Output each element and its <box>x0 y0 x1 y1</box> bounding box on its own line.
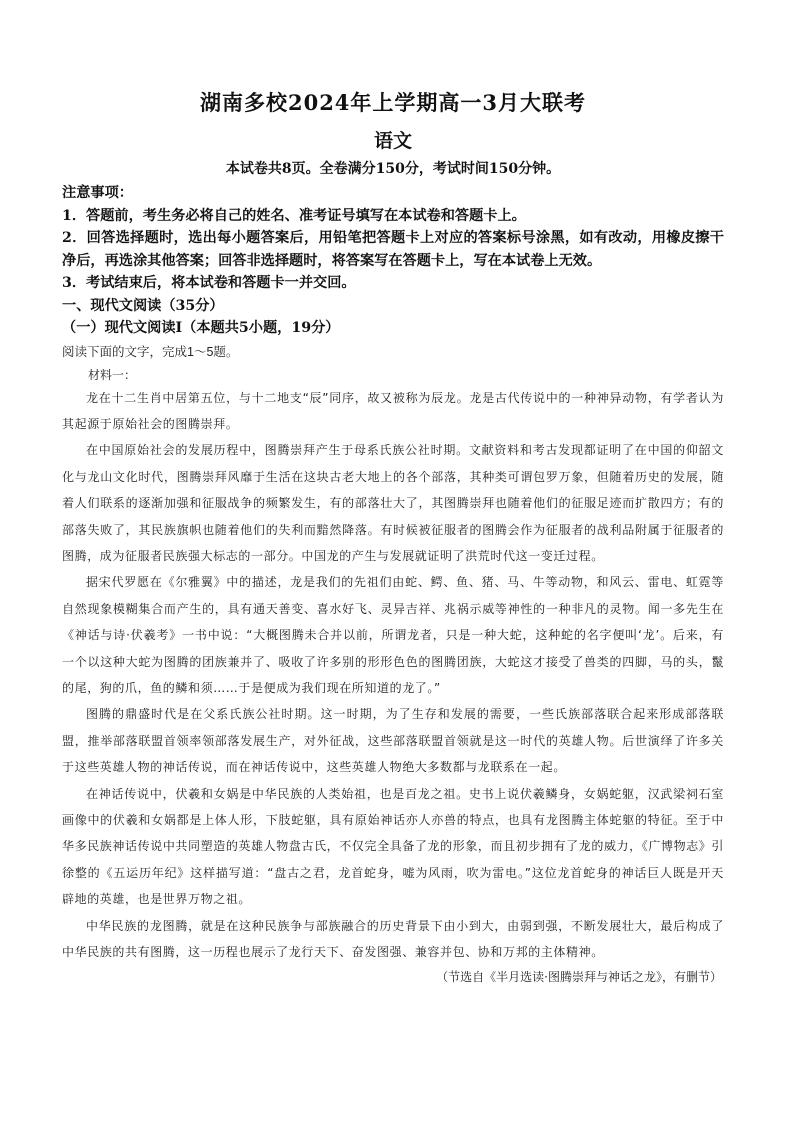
note-item: 1．答题前，考生务必将自己的姓名、准考证号填写在本试卷和答题卡上。 <box>62 207 526 224</box>
subsection-heading: （一）现代文阅读Ⅰ（本题共5小题，19分） <box>62 320 340 336</box>
body-paragraph: 在神话传说中，伏羲和女娲是中华民族的人类始祖，也是百龙之祖。史书上说伏羲鳞身，女娲蛇躯，汉武梁祠石室画像中的伏羲和女娲都是上体人形，下肢蛇躯，具有原始神话亦人亦兽的特点，也具有龙图腾主体蛇躯的特征。至于中华多民族神话传说中共同塑造的英雄人物盘古氏，不仅完全具备了龙的形象，而且初步拥有了龙的威力，《广博物志》引徐整的《五运历年纪》这样描写道：“盘古之君，龙首蛇身，嘘为风雨，吹为雷电。”这位龙首蛇身的神话巨人既是开天辟地的英雄，也是世界万物之祖。 <box>62 786 724 907</box>
body-paragraph: 龙在十二生肖中居第五位，与十二地支“辰”同序，故又被称为辰龙。龙是古代传说中的一种神异动物，有学者认为其起源于原始社会的图腾崇拜。 <box>62 390 724 431</box>
exam-title: 湖南多校2024年上学期高一3月大联考 <box>199 90 587 115</box>
body-paragraph: 在中国原始社会的发展历程中，图腾崇拜产生于母系氏族公社时期。文献资料和考古发现都证明了在中国的仰韶文化与龙山文化时代，图腾崇拜风靡于生活在这块古老大地上的各个部落，其种类可谓包罗万象，但随着历史的发展，随着人们联系的逐渐加强和征服战争的频繁发生，有的部落壮大了，其图腾崇拜也随着他们的征服足迹而扩散四方；有的部落失败了，其民族旗帜也随着他们的失利而黯然降落。有时候被征服者的图腾会作为征服者的战利品附属于征服者的图腾，成为征服者民族强大标志的一部分。中国龙的产生与发展就证明了洪荒时代这一变迁过程。 <box>62 443 724 563</box>
material-label: 材料一： <box>88 367 137 382</box>
section-heading: 一、现代文阅读（35分） <box>62 297 224 314</box>
source-citation: （节选自《半月选读·图腾崇拜与神话之龙》，有删节） <box>436 970 722 985</box>
notes-label: 注意事项： <box>62 185 133 201</box>
subject-title: 语文 <box>373 130 412 152</box>
body-paragraph: 据宋代罗愿在《尔雅翼》中的描述，龙是我们的先祖们由蛇、鳄、鱼、猪、马、牛等动物，和风云、雷电、虹霓等自然现象模糊集合而产生的，具有通天善变、喜水好飞、灵异吉祥、兆祸示威等神性的一种非凡的灵物。闻一多先生在《神话与诗·伏羲考》一书中说：“大概图腾未合并以前，所谓龙者，只是一种大蛇，这种蛇的名字便叫‘龙’。后来，有一个以这种大蛇为图腾的团族兼并了、吸收了许多别的形形色色的图腾团族，大蛇这才接受了兽类的四脚，马的头，鬣的尾，狗的爪，鱼的鳞和须……于是便成为我们现在所知道的龙了。” <box>62 575 724 695</box>
note-item: 2．回答选择题时，选出每小题答案后，用铅笔把答题卡上对应的答案标号涂黑，如有改动，用橡皮擦干净后，再选涂其他答案；回答非选择题时，将答案写在答题卡上，写在本试卷上无效。 <box>62 230 724 269</box>
note-item: 3．考试结束后，将本试卷和答题卡一并交回。 <box>62 275 356 291</box>
exam-meta: 本试卷共8页。全卷满分150分，考试时间150分钟。 <box>225 161 561 177</box>
body-paragraph: 图腾的鼎盛时代是在父系氏族公社时期。这一时期，为了生存和发展的需要，一些氏族部落联合起来形成部落联盟，推举部落联盟首领率领部落发展生产，对外征战，这些部落联盟首领就是这一时代的英雄人物。后世演绎了许多关于这些英雄人物的神话传说，而在神话传说中，这些英雄人物绝大多数都与龙联系在一起。 <box>62 707 724 775</box>
reading-instruction: 阅读下面的文字，完成1～5题。 <box>62 344 239 359</box>
body-paragraph: 中华民族的龙图腾，就是在这种民族争与部族融合的历史背景下由小到大，由弱到强，不断发展壮大，最后构成了中华民族的共有图腾，这一历程也展示了龙行天下、奋发图强、兼容并包、协和万邦的主体精神。 <box>62 918 724 960</box>
